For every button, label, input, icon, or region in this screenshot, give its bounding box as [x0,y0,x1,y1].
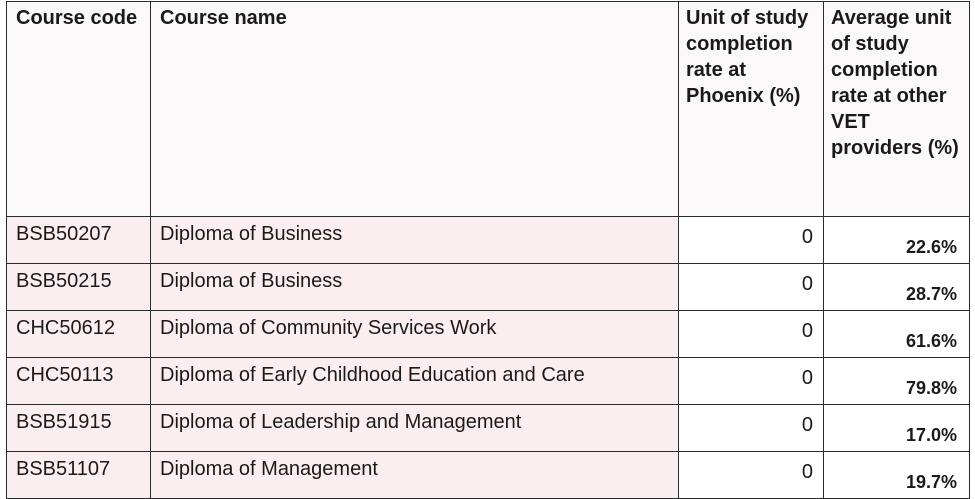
other-providers-rate-cell: 17.0% [824,405,970,452]
phoenix-rate-cell: 0 [679,405,824,452]
course-name-cell: Diploma of Leadership and Management [151,405,679,452]
other-providers-rate-cell: 28.7% [824,264,970,311]
course-code-cell: BSB51915 [7,405,151,452]
header-phoenix-rate: Unit of study completion rate at Phoenix (%) [679,2,824,217]
table-body [7,217,970,499]
header-row [7,2,970,217]
header-course-name: Course name [151,2,679,217]
phoenix-rate-cell: 0 [679,358,824,405]
phoenix-rate-cell: 0 [679,452,824,499]
course-name-cell: Diploma of Community Services Work [151,311,679,358]
table-row [7,217,970,264]
table-header [7,2,970,217]
phoenix-rate-cell: 0 [679,264,824,311]
course-name-cell: Diploma of Early Childhood Education and Care [151,358,679,405]
course-code-cell: BSB50207 [7,217,151,264]
completion-rate-table-container [6,1,969,499]
table-row [7,358,970,405]
other-providers-rate-cell: 79.8% [824,358,970,405]
other-providers-rate-cell: 19.7% [824,452,970,499]
header-other-providers-rate: Average unit of study completion rate at other VET providers (%) [824,2,970,217]
course-name-cell: Diploma of Business [151,217,679,264]
phoenix-rate-cell: 0 [679,311,824,358]
table-row [7,452,970,499]
table-row [7,264,970,311]
course-code-cell: BSB51107 [7,452,151,499]
course-name-cell: Diploma of Business [151,264,679,311]
course-code-cell: CHC50113 [7,358,151,405]
phoenix-rate-cell: 0 [679,217,824,264]
completion-rate-table [6,1,970,499]
course-name-cell: Diploma of Management [151,452,679,499]
course-code-cell: BSB50215 [7,264,151,311]
course-code-cell: CHC50612 [7,311,151,358]
table-row [7,311,970,358]
header-course-code: Course code [7,2,151,217]
other-providers-rate-cell: 61.6% [824,311,970,358]
table-row [7,405,970,452]
other-providers-rate-cell: 22.6% [824,217,970,264]
